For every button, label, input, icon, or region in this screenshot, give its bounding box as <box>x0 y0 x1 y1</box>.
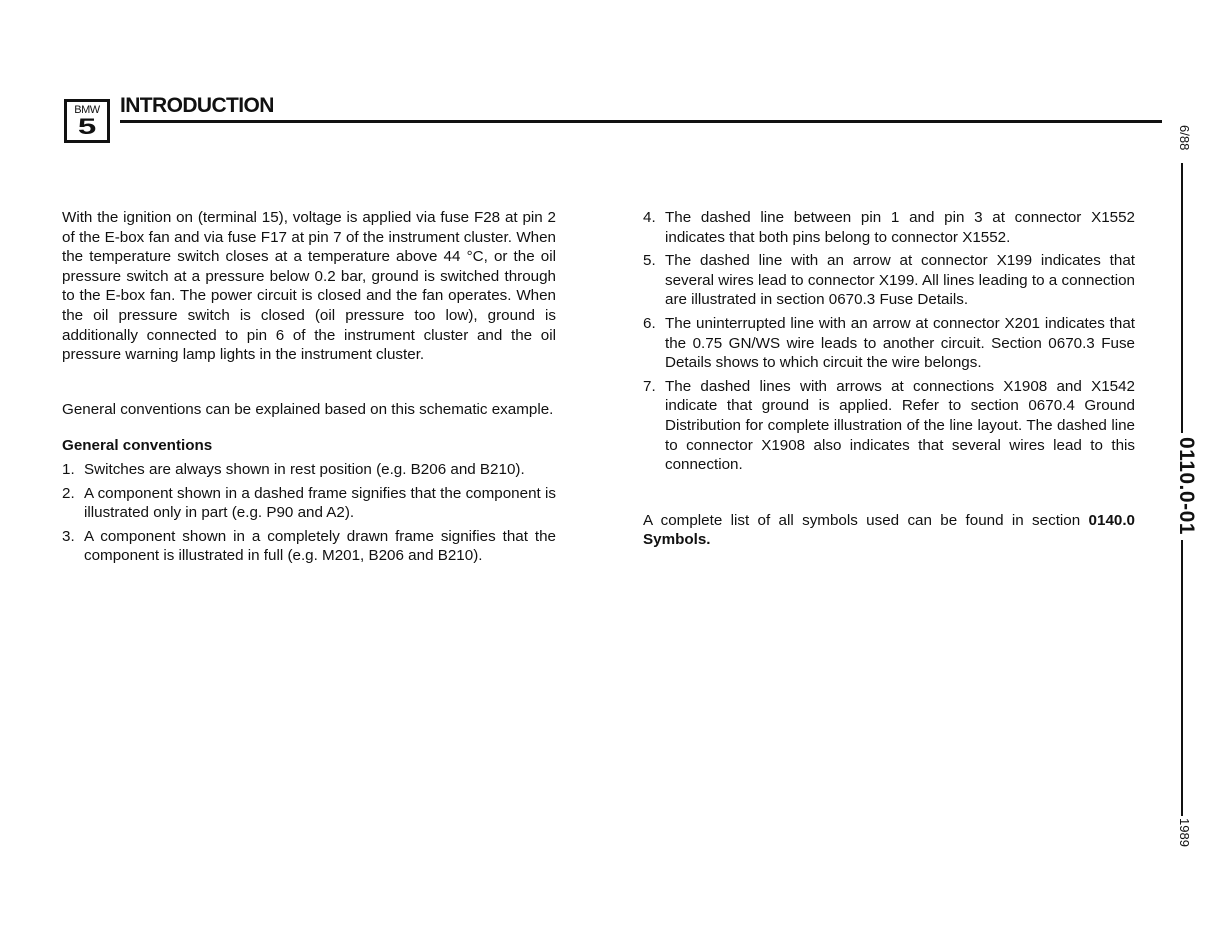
list-item-number: 7. <box>643 377 656 395</box>
list-item <box>643 377 1135 475</box>
list-item-number: 3. <box>62 527 75 545</box>
spacer <box>643 479 1135 511</box>
list-item <box>643 251 1135 310</box>
left-column <box>62 208 556 570</box>
section-code: 0110.0-01 <box>1175 437 1198 535</box>
list-item-text: Switches are always shown in rest position (e.g. B206 and B210). <box>84 460 525 478</box>
list-item <box>643 314 1135 373</box>
list-item-number: 2. <box>62 484 75 502</box>
bmw-5-logo <box>64 99 110 143</box>
model-year: 1989 <box>1177 818 1192 847</box>
logo-brand-text: BMW <box>74 104 100 116</box>
list-item <box>62 527 556 566</box>
spacer <box>62 419 556 436</box>
logo-series-number: 5 <box>77 114 97 139</box>
list-item-number: 1. <box>62 460 75 478</box>
list-item <box>62 460 556 480</box>
list-item-number: 4. <box>643 209 656 226</box>
list-item-text: The dashed line with an arrow at connector X199 indicates that several wires lead to connector X199. All lines leading to a connection are illustrated in section 0670.3 Fuse Details. <box>665 252 1135 309</box>
symbols-note <box>643 511 1135 550</box>
list-item-text: The dashed line between pin 1 and pin 3 at connector X1552 indicates that both pins belong to connector X1552. <box>665 209 1135 246</box>
spacer <box>62 365 556 400</box>
header-divider <box>120 120 1162 123</box>
list-item <box>62 484 556 523</box>
symbols-section-reference: 0140.0 Symbols. <box>643 511 1135 549</box>
list-item-text: A component shown in a completely drawn frame signifies that the component is illustrated in full (e.g. M201, B206 and B210). <box>84 527 556 565</box>
conventions-heading: General conventions <box>62 437 213 455</box>
symbols-note-text: A complete list of all symbols used can be found in section <box>643 511 1081 529</box>
right-column <box>643 208 1135 550</box>
conventions-list-part-1 <box>62 460 556 566</box>
intro-paragraph: With the ignition on (terminal 15), voltage is applied via fuse F28 at pin 2 of the E-box fan and via fuse F17 at pin 7 of the instrument cluster. When the temperature switch closes at a temperature above 44 °C, or the oil pressure switch at a pressure below 0.2 bar, ground is switched through to the E-box fan. The power circuit is closed and the fan operates. When the oil pressure switch is closed (oil pressure too low), ground is additionally connected to pin 6 of the instrument cluster and the oil pressure warning lamp lights in the instrument cluster. <box>62 209 556 364</box>
revision-date: 6/88 <box>1177 125 1192 151</box>
list-item-number: 6. <box>643 314 656 332</box>
list-item-text: The uninterrupted line with an arrow at connector X201 indicates that the 0.75 GN/WS wire leads to another circuit. Section 0670.3 Fuse Details shows to which circuit the wire belongs. <box>665 314 1135 372</box>
list-item-text: The dashed lines with arrows at connections X1908 and X1542 indicate that ground is applied. Refer to section 0670.4 Ground Distribution for complete illustration of the line layout. The dashed line to connector X1908 also indicates that several wires lead to this connection. <box>665 377 1135 474</box>
list-item-text: A component shown in a dashed frame signifies that the component is illustrated only in part (e.g. P90 and A2). <box>84 484 556 522</box>
margin-line-lower <box>1181 540 1183 816</box>
list-item <box>643 208 1135 247</box>
conventions-list-part-2 <box>643 208 1135 475</box>
page-title: INTRODUCTION <box>120 94 274 117</box>
margin-line-upper <box>1181 163 1183 433</box>
conventions-intro: General conventions can be explained based on this schematic example. <box>62 400 554 418</box>
list-item-number: 5. <box>643 252 656 270</box>
